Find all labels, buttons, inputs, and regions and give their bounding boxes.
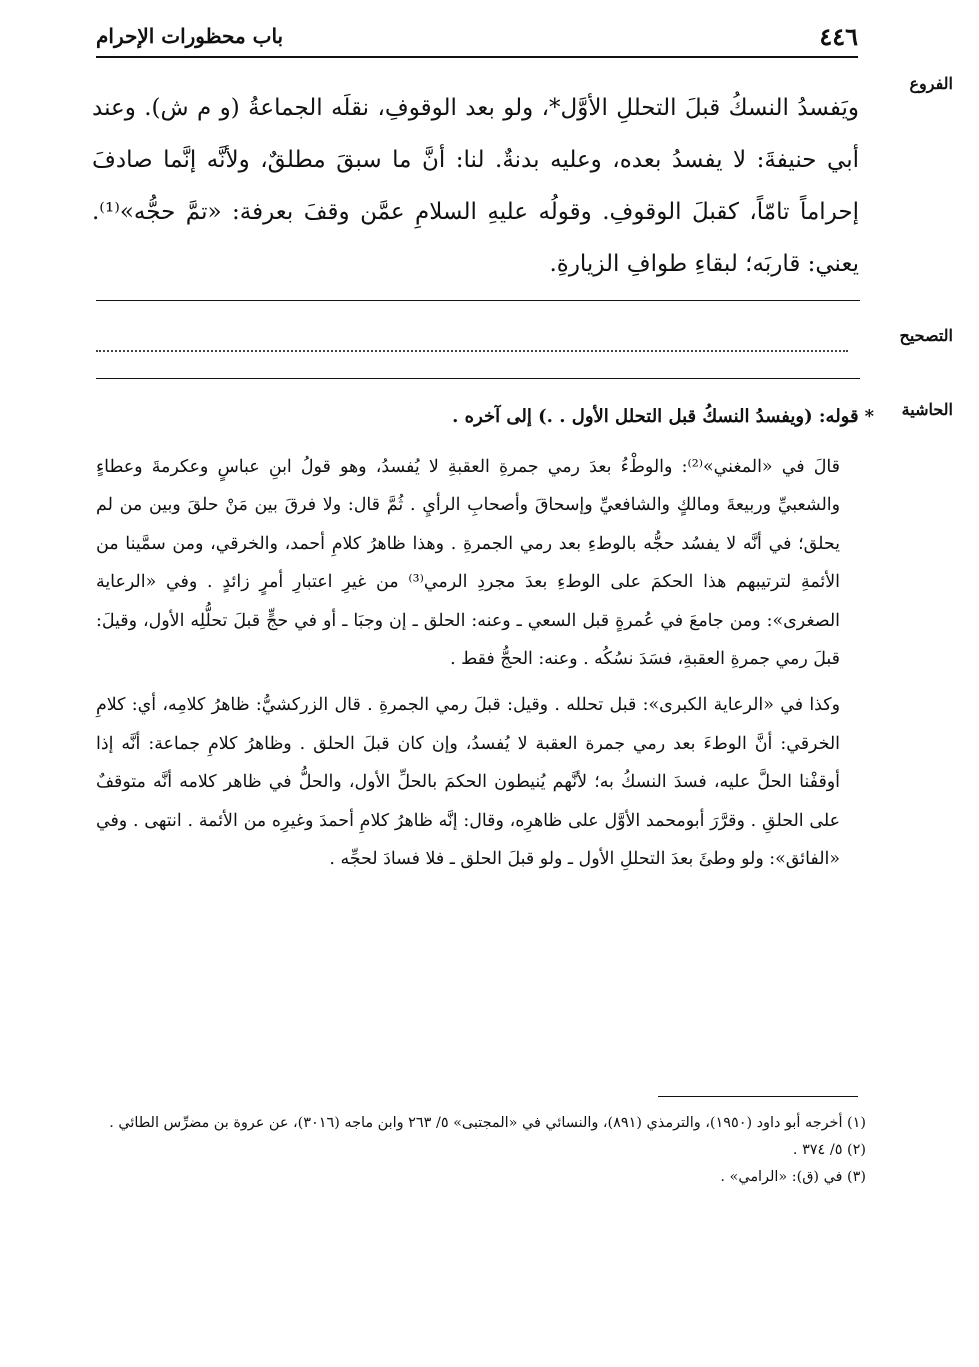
- running-title: باب محظورات الإحرام: [96, 24, 284, 48]
- tashih-label: التصحيح: [899, 326, 953, 345]
- hashiya-heading: [96, 406, 874, 427]
- footnotes: [96, 1110, 866, 1191]
- header-rule: [96, 56, 858, 58]
- footnote-3: (٣) في (ق): «الرامي» .: [720, 1169, 866, 1185]
- asterisk-marker: *: [864, 406, 874, 427]
- page-number: ٤٤٦: [819, 22, 858, 51]
- hashiya-heading-text: قوله: (ويفسدُ النسكُ قبل التحلل الأول . .) إلى آخره .: [452, 406, 859, 427]
- section-rule: [96, 378, 860, 379]
- furu-paragraph: ويَفسدُ النسكُ قبلَ التحللِ الأوَّل*، ولو بعد الوقوفِ، نقلَه الجماعةُ (و م ش). وعند أبي حنيفةَ: لا يفسدُ بعده، وعليه بدنةٌ. لنا: أنَّ ما سبقَ مطلقٌ، ولأنَّه إنَّما صادفَ إحراماً تامّاً، كقبلَ الوقوفِ. وقولُه عليهِ السلامِ عمَّن وقفَ بعرفة: «تمَّ حجُّه»⁽¹⁾. يعني: قاربَه؛ لبقاءِ طوافِ الزيارةِ.: [92, 95, 859, 277]
- footnote-2: (٢) ٥/ ٣٧٤ .: [792, 1142, 866, 1158]
- hashiya-text-block: [96, 448, 840, 886]
- hashiya-paragraph-1: قالَ في «المغني»⁽²⁾: والوطْءُ بعدَ رمي جمرةِ العقبةِ لا يُفسدُ، وهو قولُ ابنِ عباسٍ وعكرمةَ وعطاءٍ والشعبيِّ وربيعةَ ومالكٍ والشافعيِّ وإسحاقَ وأصحابِ الرأيِ . ثُمَّ قال: ولا فرقَ بين مَنْ حلقَ وبين من لم يحلق؛ في أنَّه لا يفسُد حجُّه بالوطءِ بعد رمي الجمرةِ . وهذا ظاهرُ كلامِ أحمد، والخرقي، ومن سمَّينا من الأئمةِ لترتيبهم هذا الحكمَ على الوطءِ بعدَ مجردِ الرمي⁽³⁾ من غيرِ اعتبارِ أمرٍ زائدٍ . وفي «الرعاية الصغرى»: ومن جامعَ في عُمرةٍ قبل السعي ـ وعنه: الحلق ـ إن وجبَا ـ أو في حجٍّ قبلَ تحلُّلِه الأول، وقيلَ: قبلَ رمي جمرةِ العقبةِ، فسَدَ نسُكُه . وعنه: الحجُّ فقط .: [96, 457, 840, 670]
- footnote-rule: [658, 1096, 858, 1097]
- footnote-1: (١) أخرجه أبو داود (١٩٥٠)، والترمذي (٨٩١)، والنسائي في «المجتبى» ٥/ ٢٦٣ وابن ماجه (٣٠١٦)، عن عروة بن مضرِّس الطائي .: [109, 1115, 866, 1131]
- furu-text-block: [92, 82, 859, 290]
- section-rule: [96, 300, 860, 301]
- hashiya-paragraph-2: وكذا في «الرعاية الكبرى»: قبل تحلله . وقيل: قبلَ رمي الجمرةِ . قال الزركشيُّ: ظاهرُ كلامِه، أي: كلامِ الخرقي: أنَّ الوطءَ بعد رمي جمرة العقبة لا يُفسدُ، وإن كان قبلَ الحلق . وظاهرُ كلامِ جماعة: أنَّه إذا أوقفْنا الحلَّ عليه، فسدَ النسكُ به؛ لأنَّهم يُنيطون الحكمَ بالحلِّ الأول، والحلُّ في ظاهر كلامه أنَّه متوقفٌ على الحلقِ . وقرَّرَ أبومحمد الأوَّل على ظاهرِه، وقال: إنَّه ظاهرُ كلامِ أحمدَ وغيرِه من الأئمة . انتهى . وفي «الفائق»: ولو وطئَ بعدَ التحللِ الأول ـ ولو قبلَ الحلق ـ فلا فسادَ لحجِّه .: [96, 695, 840, 870]
- furu-label: الفروع: [909, 74, 953, 93]
- page-header: [96, 22, 858, 60]
- hashiya-label: الحاشية: [901, 400, 953, 419]
- tashih-dotted-line: [96, 338, 848, 352]
